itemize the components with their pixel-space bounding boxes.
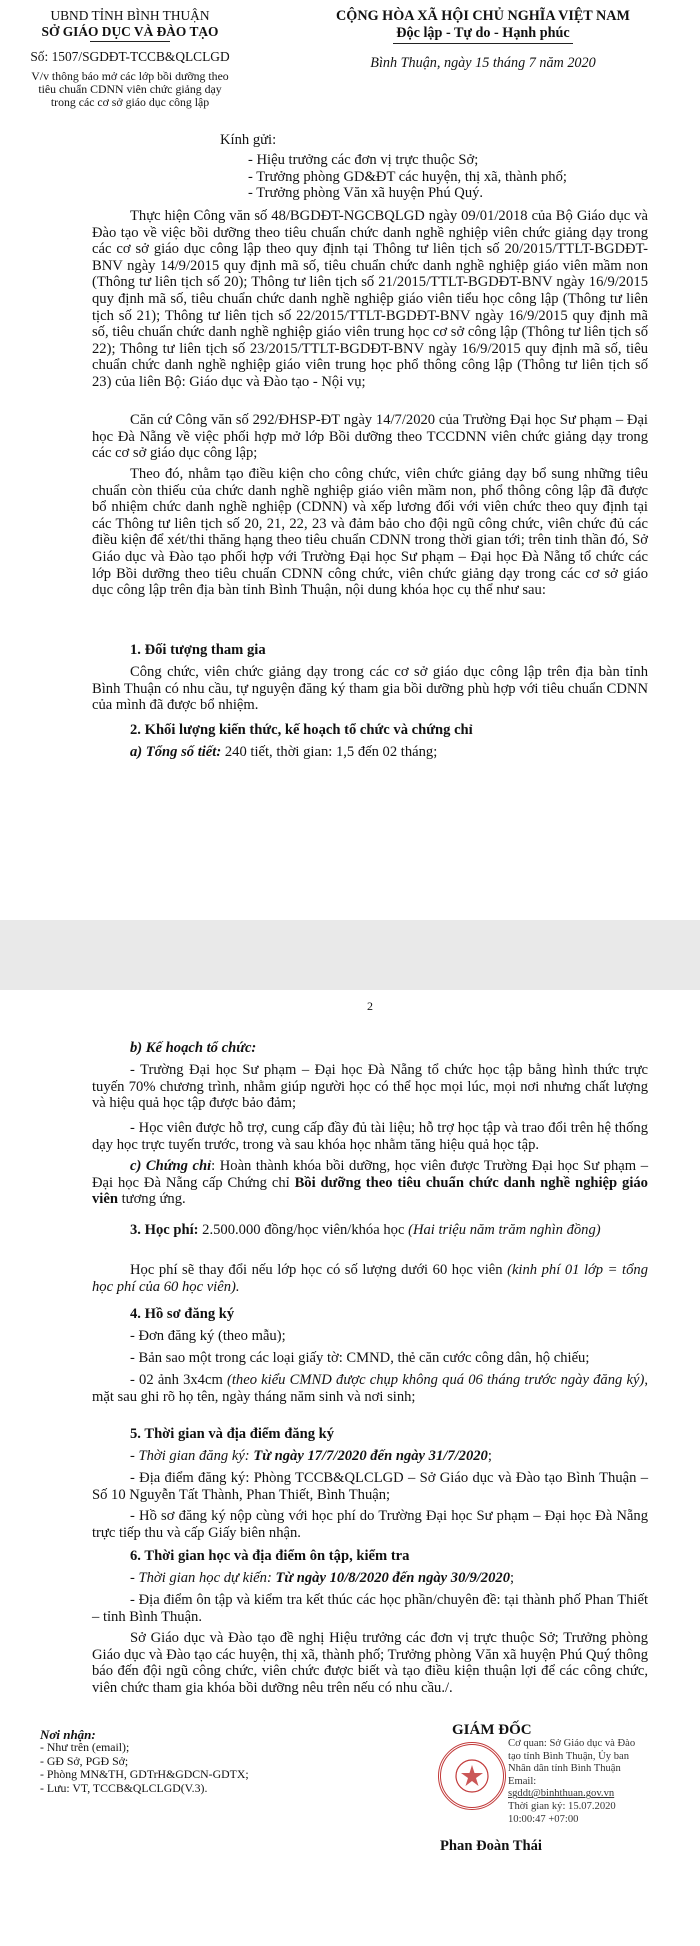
registration-time-value: Từ ngày 17/7/2020 đến ngày 31/7/2020 [253,1448,488,1464]
recipients-footer-item: - Phòng MN&TH, GDTrH&GDCN-GDTX; [40,1767,249,1782]
registration-time [92,1448,648,1465]
plan-heading [92,1040,648,1057]
certificate-title: Bồi dưỡng theo tiêu chuẩn chức danh nghề nghiệp giáo viên [92,1174,648,1208]
registration-place: - Địa điểm đăng ký: Phòng TCCB&QLCLGD – Sở Giáo dục và Đào tạo Bình Thuận – Số 10 Nguyễn Tất Thành, Phan Thiết, Bình Thuận; [92,1470,648,1503]
document-page-1 [0,0,700,920]
section-heading-1: 1. Đối tượng tham gia [130,642,266,658]
greeting: Kính gửi: [220,132,277,148]
agency-name: SỞ GIÁO DỤC VÀ ĐÀO TẠO [41,24,219,39]
exam-place: - Địa điểm ôn tập và kiểm tra kết thúc các học phần/chuyên đề: tại thành phố Phan Thiết – tỉnh Bình Thuận. [92,1592,648,1625]
registration-time-end: ; [487,1448,492,1464]
tuition-label: 3. Học phí: [130,1222,199,1238]
plan-label: b) Kế hoạch tổ chức: [130,1040,257,1056]
document-subject: V/v thông báo mở các lớp bồi dưỡng theo tiêu chuẩn CDNN viên chức giảng dạy trong các cơ sở giáo dục công lập [31,69,229,109]
requirement-item: - Bản sao một trong các loại giấy tờ: CMND, thẻ căn cước công dân, hộ chiếu; [130,1350,590,1366]
agency-parent: UBND TỈNH BÌNH THUẬN [50,8,210,23]
digital-signature-line: Email: [508,1775,537,1787]
photo-text-end: , mặt sau ghi rõ họ tên, ngày tháng năm sinh và nơi sinh; [92,1372,648,1405]
document-page-2 [0,990,700,1946]
document-number: Số: 1507/SGDĐT-TCCB&QLCLGD [30,49,230,64]
digital-signature-block [508,1738,698,1826]
paragraph-participants: Công chức, viên chức giảng dạy trong các cơ sở giáo dục công lập trên địa bàn tỉnh Bình Thuận có nhu cầu, tự nguyện đăng ký tham gia bồi dưỡng phù hợp với tiêu chuẩn CDNN của mình đã được bổ nhiệm. [92,664,648,714]
recipients-footer-item: - Như trên (email); [40,1740,130,1755]
document-date: Bình Thuận, ngày 15 tháng 7 năm 2020 [370,55,596,71]
closing-paragraph: Sở Giáo dục và Đào tạo đề nghị Hiệu trưởng các đơn vị trực thuộc Sở; Trưởng phòng Giáo dục và Đào tạo các huyện, thị xã, thành phố; Trưởng phòng Văn xã huyện Phú Quý thông báo đến đội ngũ công chức, viên chức được biết và tạo điều kiện thuận lợi để các công chức, viên chức tham gia khóa bồi dưỡng nêu trên nếu có nhu cầu./. [92,1630,648,1696]
recipients-footer-item: - Lưu: VT, TCCB&QLCLGD(V.3). [40,1780,208,1795]
tuition-amount: 2.500.000 đồng/học viên/khóa học [198,1222,409,1238]
tuition-note [92,1262,648,1295]
digital-signature-line: Thời gian ký: 15.07.2020 [508,1800,616,1812]
recipient-item: - Trưởng phòng Văn xã huyện Phú Quý. [248,185,484,202]
paragraph-purpose: Theo đó, nhằm tạo điều kiện cho công chức, viên chức giảng dạy bổ sung những tiêu chuẩn còn thiếu của chức danh nghề nghiệp giáo viên mầm non, phổ thông công lập đã được bổ nhiệm chức danh nghề nghiệp (CDNN) và xếp lương đối với viên chức theo quy định tại các Thông tư liên tịch số 20, 21, 22, 23 và đảm bảo cho đội ngũ công chức, viên chức đủ các điều kiện để xét/thi thăng hạng theo tiêu chuẩn CDNN trong thời gian tới; trên tinh thần đó, Sở Giáo dục và Đào tạo phối hợp với Trường Đại học Sư phạm – Đại học Đà Nẵng tổ chức các lớp Bồi dưỡng theo tiêu chuẩn CDNN công chức, viên chức giảng dạy trong các cơ sở giáo dục công lập trên địa bàn tỉnh Bình Thuận, nội dung khóa học cụ thể như sau: [92,466,648,599]
certificate-paragraph [92,1158,648,1208]
digital-signature-line: Nhân dân tỉnh Bình Thuận [508,1763,621,1775]
recipients-footer [40,1728,249,1795]
recipient-item: - Hiệu trưởng các đơn vị trực thuộc Sở; [248,152,479,168]
plan-item-support: - Học viên được hỗ trợ, cung cấp đầy đủ tài liệu; hỗ trợ học tập và trao đổi trên hệ thống dạy học trực tuyến trước, trong và sau khóa học nhằm tăng hiệu quả học tập. [92,1120,648,1153]
page-number: 2 [367,999,373,1013]
seal-star-icon [447,1751,497,1801]
study-time-value: Từ ngày 10/8/2020 đến ngày 30/9/2020 [275,1570,510,1586]
page-separator [0,920,700,990]
motto-underline [393,43,573,44]
paragraph-reference: Căn cứ Công văn số 292/ĐHSP-ĐT ngày 14/7/2020 của Trường Đại học Sư phạm – Đại học Đà Nẵng về việc phối hợp mở lớp Bồi dưỡng theo TCCDNN viên chức giảng dạy trong các cơ sở giáo dục công lập; [92,412,648,462]
recipient-item: - Trưởng phòng GD&ĐT các huyện, thị xã, thành phố; [248,168,567,185]
official-seal-icon [438,1742,506,1810]
requirement-item: - Đơn đăng ký (theo mẫu); [130,1328,286,1344]
section-heading-6: 6. Thời gian học và địa điểm ôn tập, kiểm tra [130,1548,410,1564]
certificate-text: : Hoàn thành khóa bồi dưỡng, học viên được Trường Đại học Sư phạm – Đại học Đà Nẵng cấp Chứng chỉ [92,1158,648,1191]
total-periods-label: a) Tổng số tiết: [130,744,222,760]
registration-time-label: - Thời gian đăng ký: [130,1448,254,1464]
digital-signature-line: tạo tỉnh Bình Thuận, Ủy ban [508,1750,630,1762]
study-time-label: - Thời gian học dự kiến: [130,1570,276,1586]
certificate-text-end: tương ứng. [117,1191,186,1208]
requirement-item-photo [92,1372,648,1405]
certificate-label: c) Chứng chỉ [130,1158,212,1174]
recipients-footer-item: - GĐ Sở, PGĐ Sở; [40,1753,129,1768]
paragraph-legal-basis: Thực hiện Công văn số 48/BGDĐT-NGCBQLGD ngày 09/01/2018 của Bộ Giáo dục và Đào tạo về việc bồi dưỡng theo tiêu chuẩn chức danh nghề nghiệp viên chức giảng dạy trong các cơ sở giáo dục công lập theo quy định tại Thông tư liên tịch số 20/2015/TTLT-BGDĐT-BNV ngày 14/9/2015 quy định mã số, tiêu chuẩn chức danh nghề nghiệp giáo viên mầm non (Thông tư liên tịch số 20); Thông tư liên tịch số 21/2015/TTLT-BGDĐT-BNV ngày 16/9/2015 quy định mã số, tiêu chuẩn chức danh nghề nghiệp giáo viên tiểu học công lập (Thông tư liên tịch số 21); Thông tư liên tịch số 22/2015/TTLT-BGDĐT-BNV ngày 16/9/2015 quy định mã số, tiêu chuẩn chức danh nghề nghiệp giáo viên trung học cơ sở công lập (Thông tư liên tịch số 22); Thông tư liên tịch số 23/2015/TTLT-BGDĐT-BNV ngày 16/9/2015 quy định mã số, tiêu chuẩn chức danh nghề nghiệp giáo viên trung học phổ thông công lập (Thông tư liên tịch số 23) của liên Bộ: Giáo dục và Đào tạo - Nội vụ; [92,208,648,390]
signer-name: Phan Đoàn Thái [440,1838,542,1854]
tuition-note-text: Học phí sẽ thay đổi nếu lớp học có số lượng dưới 60 học viên [130,1262,508,1278]
agency-underline [90,41,170,42]
digital-signature-email[interactable]: sgddt@binhthuan.gov.vn [508,1788,615,1800]
tuition-heading [92,1222,648,1239]
registration-submit: - Hồ sơ đăng ký nộp cùng với học phí do Trường Đại học Sư phạm – Đại học Đà Nẵng trực tiếp thu và cấp Giấy biên nhận. [92,1508,648,1541]
study-time [92,1570,648,1587]
recipients-footer-title: Nơi nhận: [40,1727,96,1742]
digital-signature-line: 10:00:47 +07:00 [508,1813,579,1825]
tuition-words: (Hai triệu năm trăm nghìn đồng) [408,1222,601,1238]
recipient-list [248,152,678,202]
nation-title: CỘNG HÒA XÃ HỘI CHỦ NGHĨA VIỆT NAM [336,8,630,24]
study-time-end: ; [510,1570,515,1586]
tuition-note-italic: (kinh phí 01 lớp = tổng học phí của 60 học viên). [92,1262,648,1295]
nation-motto: Độc lập - Tự do - Hạnh phúc [396,25,570,41]
section-heading-5: 5. Thời gian và địa điểm đăng ký [130,1426,335,1442]
photo-italic: (theo kiểu CMND được chụp không quá 06 tháng trước ngày đăng ký) [227,1372,645,1388]
total-periods [92,744,648,761]
digital-signature-line: Cơ quan: Sở Giáo dục và Đào [508,1738,636,1749]
plan-item-online: - Trường Đại học Sư phạm – Đại học Đà Nẵng tổ chức học tập bằng hình thức trực tuyến 70% chương trình, nhằm giúp người học có thể học mọi lúc, mọi nơi nhưng chất lượng và hiệu quả học tập được bảo đảm; [92,1062,648,1112]
photo-text: - 02 ảnh 3x4cm [130,1372,227,1388]
section-heading-4: 4. Hồ sơ đăng ký [130,1306,235,1322]
section-heading-2: 2. Khối lượng kiến thức, kế hoạch tổ chức và chứng chỉ [130,722,473,738]
signer-title: GIÁM ĐỐC [452,1722,532,1738]
total-periods-text: 240 tiết, thời gian: 1,5 đến 02 tháng; [221,744,438,760]
